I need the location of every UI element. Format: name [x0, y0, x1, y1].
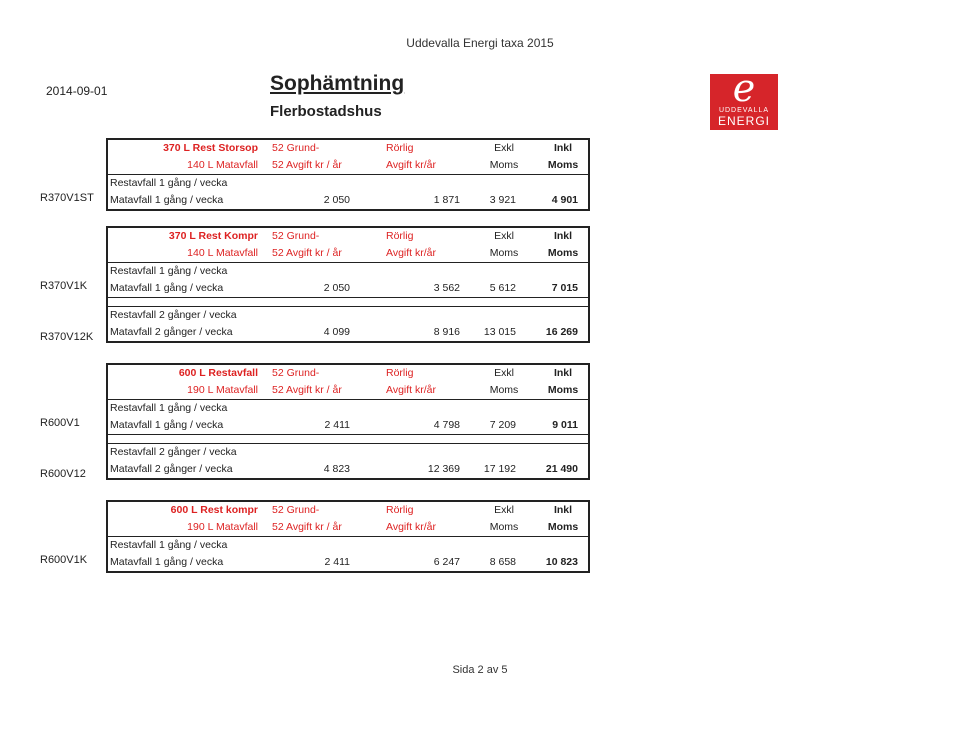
value-grund: 2 050 [323, 282, 350, 294]
document-date: 2014-09-01 [46, 84, 108, 98]
value-inkl: 16 269 [545, 326, 578, 338]
table-row [108, 280, 588, 298]
tariff-code: R370V12K [40, 331, 94, 343]
value-rorlig: 12 369 [427, 463, 460, 475]
row-desc-2: Matavfall 1 gång / vecka [110, 556, 224, 568]
table-row [108, 461, 588, 478]
row-desc-2: Matavfall 1 gång / vecka [110, 194, 224, 206]
value-grund: 2 411 [324, 419, 350, 431]
value-grund: 2 411 [324, 556, 350, 568]
value-exkl: 5 612 [489, 282, 516, 294]
value-rorlig: 3 562 [433, 282, 460, 294]
block-title-2: 190 L Matavfall [187, 521, 258, 533]
col-inkl-2: Moms [547, 159, 579, 171]
col-exkl-2: Moms [489, 247, 519, 259]
value-exkl: 3 921 [489, 194, 516, 206]
value-exkl: 8 658 [489, 556, 516, 568]
value-exkl: 13 015 [483, 326, 516, 338]
tariff-block-370-kompr [106, 226, 590, 343]
value-rorlig: 8 916 [433, 326, 460, 338]
col-inkl-1: Inkl [553, 142, 573, 154]
col-exkl-2: Moms [489, 159, 519, 171]
col-rorlig-2: Avgift kr/år [386, 159, 436, 171]
col-grund-2: 52 Avgift kr / år [272, 384, 342, 396]
col-exkl-1: Exkl [494, 367, 514, 379]
block-title-1: 600 L Restavfall [178, 367, 258, 379]
col-exkl-2: Moms [489, 521, 519, 533]
row-desc-1: Restavfall 2 gånger / vecka [110, 309, 237, 321]
col-inkl-2: Moms [547, 247, 579, 259]
col-inkl-2: Moms [547, 384, 579, 396]
block-title-2: 140 L Matavfall [187, 247, 258, 259]
col-exkl-1: Exkl [494, 504, 514, 516]
col-rorlig-1: Rörlig [386, 230, 414, 242]
document-header-title: Uddevalla Energi taxa 2015 [406, 36, 554, 50]
col-rorlig-1: Rörlig [386, 142, 414, 154]
value-exkl: 7 209 [489, 419, 516, 431]
logo-line-2: ENERGI [717, 114, 770, 128]
block-title-2: 140 L Matavfall [187, 159, 258, 171]
col-inkl-1: Inkl [553, 367, 573, 379]
value-inkl: 4 901 [551, 194, 578, 206]
row-desc-1: Restavfall 1 gång / vecka [110, 402, 228, 414]
col-grund-1: 52 Grund- [272, 142, 320, 154]
value-grund: 4 099 [323, 326, 350, 338]
tariff-code: R370V1K [40, 280, 88, 292]
col-exkl-1: Exkl [494, 142, 514, 154]
col-grund-1: 52 Grund- [272, 230, 320, 242]
value-rorlig: 1 871 [433, 194, 460, 206]
table-row [108, 417, 588, 435]
col-inkl-2: Moms [547, 521, 579, 533]
col-grund-2: 52 Avgift kr / år [272, 521, 342, 533]
table-row [108, 192, 588, 209]
col-grund-1: 52 Grund- [272, 504, 320, 516]
value-grund: 2 050 [323, 194, 350, 206]
block-title-1: 370 L Rest Kompr [168, 230, 258, 242]
col-rorlig-2: Avgift kr/år [386, 521, 436, 533]
page-subtitle: Flerbostadshus [270, 103, 382, 120]
row-separator [108, 298, 588, 307]
row-desc-2: Matavfall 2 gånger / vecka [110, 463, 233, 475]
block-title-1: 370 L Rest Storsop [163, 142, 258, 154]
row-desc-1: Restavfall 1 gång / vecka [110, 177, 228, 189]
row-desc-2: Matavfall 2 gånger / vecka [110, 326, 233, 338]
col-rorlig-2: Avgift kr/år [386, 384, 436, 396]
tariff-block-600-kompr [106, 500, 590, 573]
col-inkl-1: Inkl [553, 230, 573, 242]
row-desc-1: Restavfall 1 gång / vecka [110, 539, 228, 551]
col-exkl-1: Exkl [494, 230, 514, 242]
col-inkl-1: Inkl [553, 504, 573, 516]
value-inkl: 9 011 [552, 419, 578, 431]
table-row [108, 324, 588, 341]
tariff-block-600-restavfall [106, 363, 590, 480]
value-rorlig: 6 247 [433, 556, 460, 568]
logo-line-1: UDDEVALLA [718, 107, 770, 114]
block-title-1: 600 L Rest kompr [170, 504, 258, 516]
tariff-code: R600V1 [40, 417, 80, 429]
page-title: Sophämtning [270, 72, 405, 95]
col-rorlig-2: Avgift kr/år [386, 247, 436, 259]
logo-mark: e [732, 66, 756, 110]
col-rorlig-1: Rörlig [386, 504, 414, 516]
row-desc-1: Restavfall 2 gånger / vecka [110, 446, 237, 458]
col-grund-2: 52 Avgift kr / år [272, 159, 342, 171]
value-inkl: 10 823 [545, 556, 578, 568]
row-separator [108, 435, 588, 444]
tariff-code: R370V1ST [40, 192, 94, 204]
col-exkl-2: Moms [489, 384, 519, 396]
col-grund-1: 52 Grund- [272, 367, 320, 379]
value-rorlig: 4 798 [433, 419, 460, 431]
value-exkl: 17 192 [483, 463, 516, 475]
value-inkl: 7 015 [551, 282, 578, 294]
row-desc-1: Restavfall 1 gång / vecka [110, 265, 228, 277]
tariff-block-370-storsop [106, 138, 590, 211]
value-inkl: 21 490 [545, 463, 578, 475]
row-desc-2: Matavfall 1 gång / vecka [110, 282, 224, 294]
block-title-2: 190 L Matavfall [187, 384, 258, 396]
value-grund: 4 823 [323, 463, 350, 475]
tariff-code: R600V12 [40, 468, 86, 480]
tariff-code: R600V1K [40, 554, 88, 566]
col-rorlig-1: Rörlig [386, 367, 414, 379]
page-number: Sida 2 av 5 [452, 664, 508, 676]
table-row [108, 554, 588, 571]
company-logo [710, 66, 778, 130]
row-desc-2: Matavfall 1 gång / vecka [110, 419, 224, 431]
col-grund-2: 52 Avgift kr / år [272, 247, 342, 259]
